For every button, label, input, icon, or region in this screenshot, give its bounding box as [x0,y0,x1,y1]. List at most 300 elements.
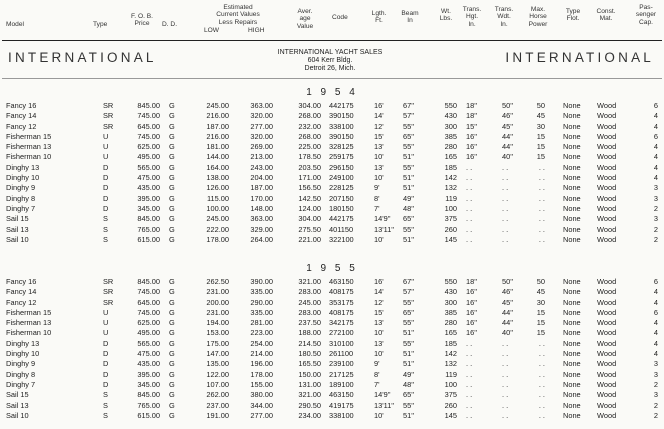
average-value-cell: 304.00 [298,214,321,224]
max-horsepower-cell: 15 [536,328,545,338]
code-cell: 442175 [329,214,354,224]
model-cell: Fancy 16 [6,101,37,110]
length-cell: 8' [374,193,380,203]
capacity-cell: 3 [653,183,658,193]
length-cell: 13' [374,162,384,172]
capacity-cell: 4 [653,338,658,348]
weight-cell: 165 [444,328,457,338]
dd-cell: G [169,203,175,213]
low-value-cell: 147.00 [206,349,229,359]
high-value-cell: 254.00 [250,338,273,348]
length-cell: 15' [374,307,384,317]
beam-cell: 67'' [403,277,415,286]
manufacturer-banner-right: INTERNATIONAL [505,50,654,65]
fob-price-cell: 345.00 [137,379,160,389]
capacity-cell: 4 [653,142,658,152]
trans-width-cell: . . [502,162,509,172]
dd-cell: G [169,152,175,162]
trans-height-cell: 16'' [466,142,478,152]
dd-cell: G [169,101,175,110]
beam-cell: 51'' [403,359,415,369]
material-cell: Wood [597,379,617,389]
type-cell: D [103,193,109,203]
low-value-cell: 164.00 [206,162,229,172]
low-value-cell: 231.00 [206,287,229,297]
flotation-cell: None [563,183,581,193]
low-value-cell: 122.00 [206,369,229,379]
average-value-cell: 225.00 [298,142,321,152]
fob-price-cell: 625.00 [137,318,160,328]
max-horsepower-cell: . . [538,338,545,348]
code-cell: 408175 [329,287,354,297]
weight-cell: 430 [444,287,457,297]
manufacturer-banner-left: INTERNATIONAL [8,50,157,65]
code-cell: 180150 [329,203,354,213]
material-cell: Wood [597,173,617,183]
trans-width-cell: . . [502,234,509,244]
dd-cell: G [169,121,175,131]
table-row [0,328,664,338]
trans-height-cell: 18'' [466,111,478,121]
model-cell: Sail 15 [6,390,29,400]
high-value-cell: 148.00 [250,203,273,213]
low-value-cell: 187.00 [206,121,229,131]
company-street: 604 Kerr Bldg. [307,57,353,64]
dd-cell: G [169,297,175,307]
max-horsepower-cell: 50 [536,101,545,110]
code-cell: 239100 [329,359,354,369]
beam-cell: 51'' [403,349,415,359]
beam-cell: 51'' [403,183,415,193]
average-value-cell: 150.00 [298,369,321,379]
trans-width-cell: 45'' [502,297,514,307]
max-horsepower-cell: . . [538,203,545,213]
material-cell: Wood [597,359,617,369]
trans-height-cell: . . [466,224,473,234]
type-cell: S [103,400,108,410]
high-value-cell: 277.00 [250,121,273,131]
trans-width-cell: . . [502,173,509,183]
length-cell: 9' [374,359,380,369]
table-row [0,152,664,162]
model-cell: Sail 10 [6,234,29,244]
flotation-cell: None [563,162,581,172]
beam-cell: 57'' [403,111,415,121]
length-cell: 12' [374,121,384,131]
average-value-cell: 321.00 [298,277,321,286]
weight-cell: 145 [444,234,457,244]
trans-width-cell: 44'' [502,131,514,141]
average-value-cell: 214.50 [298,338,321,348]
dd-cell: G [169,338,175,348]
dd-cell: G [169,359,175,369]
average-value-cell: 142.50 [298,193,321,203]
banner-rule [2,78,662,79]
trans-width-cell: 50'' [502,277,514,286]
material-cell: Wood [597,349,617,359]
column-header [0,4,664,38]
fob-price-cell: 615.00 [137,234,160,244]
trans-width-cell: 40'' [502,328,514,338]
header-estimated-values: Estimated Current Values Less Repairs [216,4,260,26]
material-cell: Wood [597,277,617,286]
average-value-cell: 283.00 [298,287,321,297]
code-cell: 228125 [329,183,354,193]
max-horsepower-cell: . . [538,234,545,244]
header-trans-height: Trans. Hgt. In. [462,6,482,28]
table-row [0,308,664,318]
material-cell: Wood [597,410,617,420]
capacity-cell: 2 [653,379,658,389]
low-value-cell: 178.00 [206,234,229,244]
length-cell: 13' [374,318,384,328]
header-construction-material: Const. Mat. [596,8,616,23]
high-value-cell: 170.00 [250,193,273,203]
trans-width-cell: . . [502,390,509,400]
model-cell: Fisherman 15 [6,131,52,141]
low-value-cell: 175.00 [206,338,229,348]
average-value-cell: 156.50 [298,183,321,193]
max-horsepower-cell: . . [538,173,545,183]
flotation-cell: None [563,349,581,359]
type-cell: D [103,338,109,348]
length-cell: 13'11'' [374,400,395,410]
fob-price-cell: 625.00 [137,142,160,152]
code-cell: 338100 [329,410,354,420]
length-cell: 12' [374,297,384,307]
dd-cell: G [169,307,175,317]
code-cell: 463150 [329,390,354,400]
fob-price-cell: 645.00 [137,297,160,307]
trans-height-cell: . . [466,173,473,183]
flotation-cell: None [563,379,581,389]
year-1955-table [0,277,664,421]
header-dd: D. D. [162,21,178,28]
fob-price-cell: 435.00 [137,183,160,193]
max-horsepower-cell: . . [538,193,545,203]
material-cell: Wood [597,203,617,213]
flotation-cell: None [563,193,581,203]
company-name: INTERNATIONAL YACHT SALES [277,49,383,56]
flotation-cell: None [563,390,581,400]
year-heading-1955: 1 9 5 5 [306,263,358,274]
high-value-cell: 320.00 [250,131,273,141]
trans-width-cell: . . [502,338,509,348]
material-cell: Wood [597,287,617,297]
table-row [0,380,664,390]
type-cell: SR [103,287,114,297]
beam-cell: 55'' [403,121,415,131]
dd-cell: G [169,369,175,379]
weight-cell: 385 [444,131,457,141]
model-cell: Dinghy 7 [6,203,36,213]
trans-height-cell: . . [466,349,473,359]
trans-width-cell: . . [502,224,509,234]
code-cell: 261100 [329,349,354,359]
low-value-cell: 216.00 [206,131,229,141]
weight-cell: 260 [444,400,457,410]
trans-height-cell: . . [466,234,473,244]
high-value-cell: 277.00 [250,410,273,420]
high-value-cell: 178.00 [250,369,273,379]
length-cell: 10' [374,410,384,420]
max-horsepower-cell: . . [538,349,545,359]
max-horsepower-cell: 15 [536,307,545,317]
type-cell: SR [103,297,114,307]
low-value-cell: 181.00 [206,142,229,152]
trans-width-cell: 44'' [502,307,514,317]
trans-width-cell: . . [502,410,509,420]
high-value-cell: 363.00 [250,214,273,224]
beam-cell: 55'' [403,400,415,410]
table-row [0,339,664,349]
type-cell: U [103,142,109,152]
type-cell: U [103,328,109,338]
material-cell: Wood [597,193,617,203]
length-cell: 7' [374,203,380,213]
type-cell: D [103,173,109,183]
code-cell: 217125 [329,369,354,379]
fob-price-cell: 345.00 [137,203,160,213]
header-rule [2,40,662,41]
weight-cell: 132 [444,359,457,369]
type-cell: SR [103,121,114,131]
dd-cell: G [169,277,175,286]
high-value-cell: 213.00 [250,152,273,162]
beam-cell: 65'' [403,390,415,400]
model-cell: Fancy 16 [6,277,37,286]
trans-height-cell: 18'' [466,277,478,286]
capacity-cell: 6 [653,131,658,141]
fob-price-cell: 645.00 [137,121,160,131]
beam-cell: 55'' [403,162,415,172]
max-horsepower-cell: . . [538,214,545,224]
length-cell: 14' [374,287,384,297]
low-value-cell: 245.00 [206,214,229,224]
capacity-cell: 2 [653,203,658,213]
trans-height-cell: . . [466,183,473,193]
company-city: Detroit 26, Mich. [304,65,356,72]
material-cell: Wood [597,369,617,379]
high-value-cell: 329.00 [250,224,273,234]
high-value-cell: 290.00 [250,297,273,307]
table-row [0,173,664,183]
fob-price-cell: 565.00 [137,162,160,172]
weight-cell: 142 [444,173,457,183]
material-cell: Wood [597,224,617,234]
code-cell: 442175 [329,101,354,110]
fob-price-cell: 475.00 [137,173,160,183]
capacity-cell: 4 [653,287,658,297]
manufacturer-address [250,49,410,73]
capacity-cell: 6 [653,101,658,110]
code-cell: 322100 [329,234,354,244]
flotation-cell: None [563,152,581,162]
trans-width-cell: . . [502,214,509,224]
type-cell: S [103,390,108,400]
fob-price-cell: 395.00 [137,369,160,379]
code-cell: 259175 [329,152,354,162]
type-cell: U [103,318,109,328]
high-value-cell: 214.00 [250,349,273,359]
model-cell: Sail 10 [6,410,29,420]
material-cell: Wood [597,162,617,172]
dd-cell: G [169,214,175,224]
model-cell: Dinghy 10 [6,349,40,359]
length-cell: 10' [374,234,384,244]
trans-width-cell: 44'' [502,318,514,328]
trans-width-cell: 45'' [502,121,514,131]
max-horsepower-cell: 15 [536,131,545,141]
table-row [0,349,664,359]
low-value-cell: 262.50 [206,277,229,286]
max-horsepower-cell: . . [538,183,545,193]
length-cell: 14'9'' [374,214,391,224]
material-cell: Wood [597,121,617,131]
length-cell: 16' [374,101,384,110]
code-cell: 353175 [329,297,354,307]
trans-width-cell: 46'' [502,111,514,121]
header-flotation-type: Type Flot. [565,8,581,23]
flotation-cell: None [563,101,581,110]
length-cell: 10' [374,349,384,359]
length-cell: 13' [374,338,384,348]
max-horsepower-cell: . . [538,379,545,389]
type-cell: S [103,224,108,234]
capacity-cell: 2 [653,410,658,420]
type-cell: D [103,379,109,389]
weight-cell: 260 [444,224,457,234]
high-value-cell: 363.00 [250,101,273,110]
flotation-cell: None [563,359,581,369]
fob-price-cell: 845.00 [137,214,160,224]
beam-cell: 55'' [403,297,415,307]
capacity-cell: 4 [653,173,658,183]
fob-price-cell: 845.00 [137,390,160,400]
fob-price-cell: 745.00 [137,111,160,121]
model-cell: Fisherman 13 [6,318,52,328]
capacity-cell: 2 [653,224,658,234]
code-cell: 296150 [329,162,354,172]
low-value-cell: 144.00 [206,152,229,162]
trans-width-cell: . . [502,349,509,359]
flotation-cell: None [563,234,581,244]
beam-cell: 51'' [403,152,415,162]
low-value-cell: 115.00 [206,193,229,203]
code-cell: 249100 [329,173,354,183]
max-horsepower-cell: . . [538,369,545,379]
table-row [0,101,664,111]
code-cell: 390150 [329,111,354,121]
low-value-cell: 191.00 [206,410,229,420]
flotation-cell: None [563,400,581,410]
weight-cell: 100 [444,379,457,389]
beam-cell: 51'' [403,328,415,338]
low-value-cell: 135.00 [206,359,229,369]
model-cell: Dinghy 8 [6,369,36,379]
table-row [0,132,664,142]
average-value-cell: 304.00 [298,101,321,110]
high-value-cell: 335.00 [250,307,273,317]
length-cell: 7' [374,379,380,389]
dd-cell: G [169,224,175,234]
flotation-cell: None [563,203,581,213]
capacity-cell: 4 [653,121,658,131]
material-cell: Wood [597,152,617,162]
flotation-cell: None [563,111,581,121]
fob-price-cell: 845.00 [137,277,160,286]
type-cell: D [103,162,109,172]
max-horsepower-cell: . . [538,162,545,172]
max-horsepower-cell: . . [538,400,545,410]
type-cell: SR [103,277,114,286]
average-value-cell: 124.00 [298,203,321,213]
flotation-cell: None [563,277,581,286]
header-average-value: Aver. age Value [296,8,314,30]
trans-width-cell: 46'' [502,287,514,297]
low-value-cell: 138.00 [206,173,229,183]
dd-cell: G [169,390,175,400]
beam-cell: 65'' [403,307,415,317]
table-row [0,225,664,235]
trans-height-cell: . . [466,162,473,172]
trans-height-cell: 16'' [466,328,478,338]
code-cell: 408175 [329,307,354,317]
dd-cell: G [169,183,175,193]
trans-width-cell: 44'' [502,142,514,152]
table-row [0,163,664,173]
dd-cell: G [169,400,175,410]
type-cell: S [103,234,108,244]
high-value-cell: 281.00 [250,318,273,328]
capacity-cell: 3 [653,369,658,379]
code-cell: 207150 [329,193,354,203]
weight-cell: 119 [445,193,457,203]
weight-cell: 385 [444,307,457,317]
dd-cell: G [169,142,175,152]
type-cell: U [103,152,109,162]
low-value-cell: 194.00 [206,318,229,328]
low-value-cell: 153.00 [206,328,229,338]
average-value-cell: 188.00 [298,328,321,338]
model-cell: Dinghy 13 [6,162,40,172]
dd-cell: G [169,379,175,389]
header-high: HIGH [248,27,265,34]
fob-price-cell: 395.00 [137,193,160,203]
high-value-cell: 243.00 [250,162,273,172]
type-cell: D [103,183,109,193]
table-row [0,401,664,411]
trans-height-cell: 15'' [466,121,478,131]
model-cell: Fisherman 10 [6,152,52,162]
average-value-cell: 232.00 [298,121,321,131]
low-value-cell: 216.00 [206,111,229,121]
header-type: Type [93,21,108,28]
average-value-cell: 290.50 [298,400,321,410]
average-value-cell: 237.50 [298,318,321,328]
weight-cell: 300 [444,121,457,131]
dd-cell: G [169,193,175,203]
fob-price-cell: 495.00 [137,152,160,162]
code-cell: 342175 [329,318,354,328]
dd-cell: G [169,318,175,328]
table-row [0,235,664,245]
beam-cell: 57'' [403,287,415,297]
code-cell: 401150 [329,224,354,234]
table-row [0,390,664,400]
average-value-cell: 165.50 [298,359,321,369]
fob-price-cell: 495.00 [137,328,160,338]
